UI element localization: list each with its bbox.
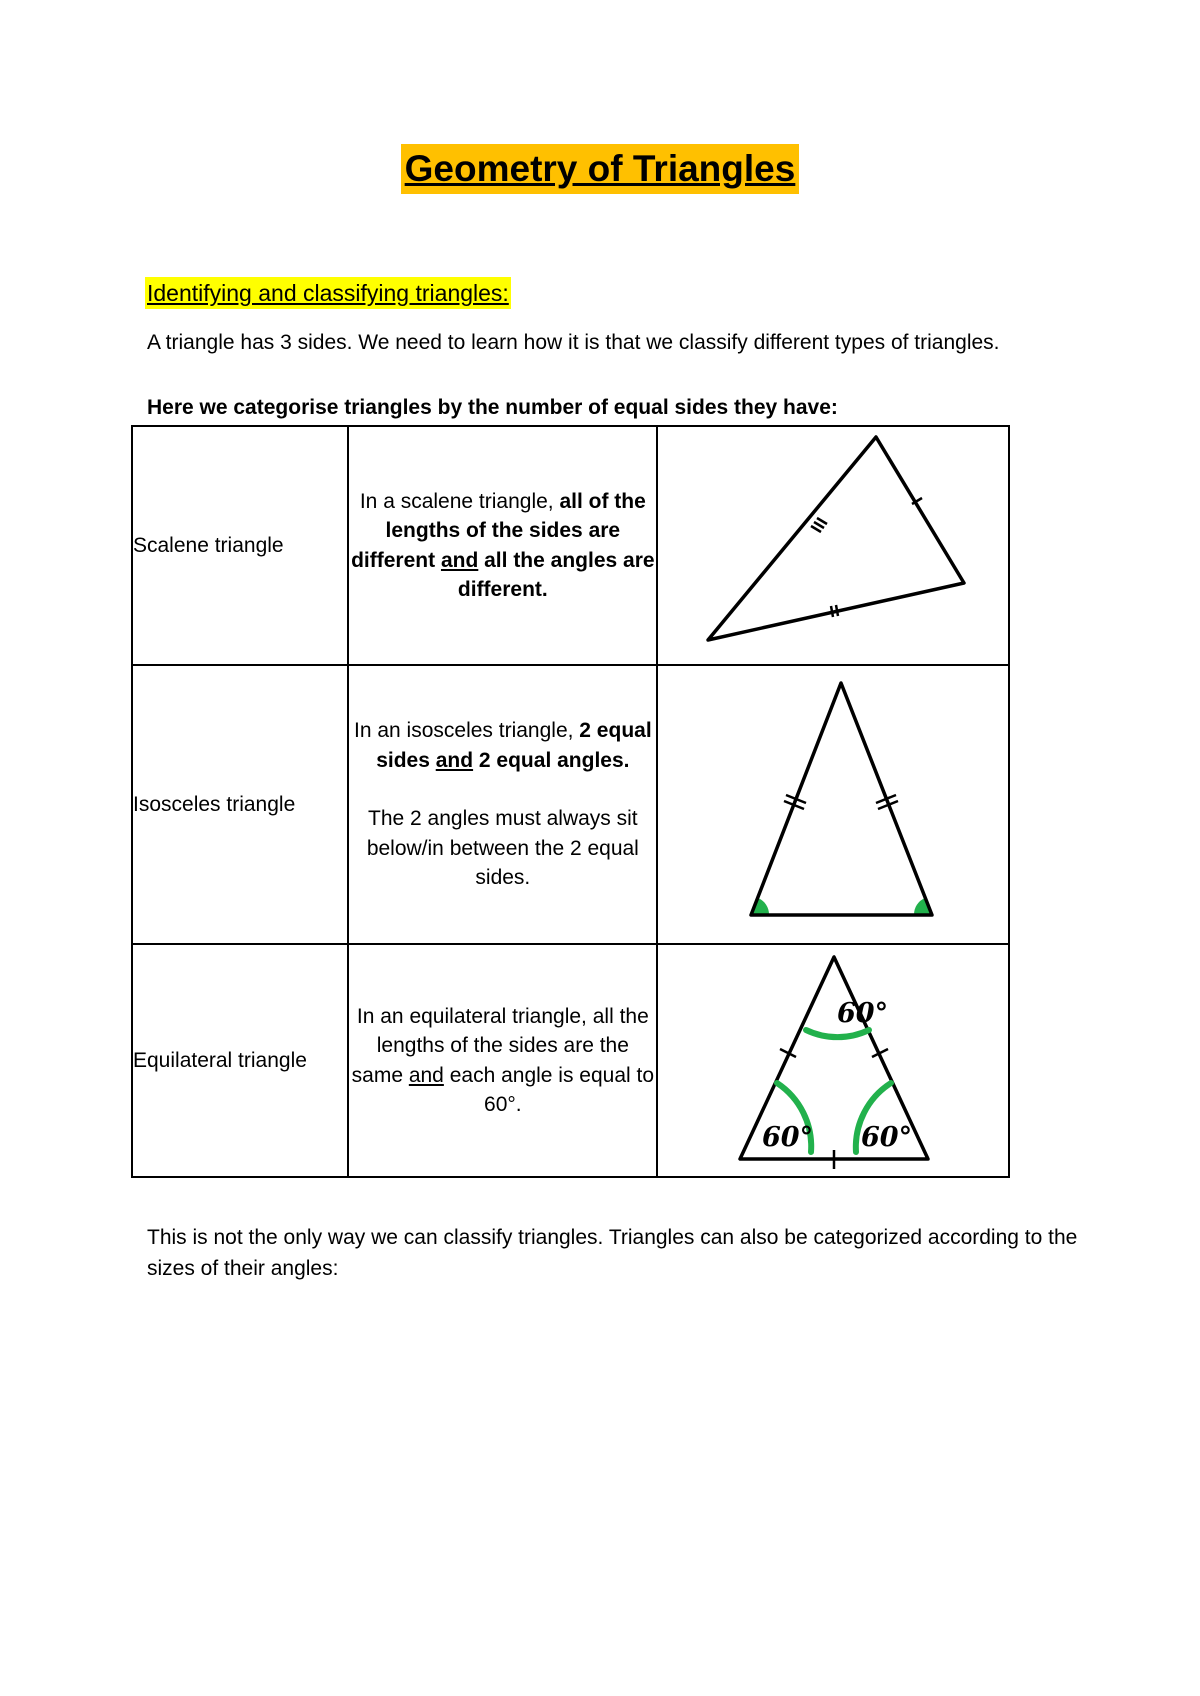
section-subheading: Identifying and classifying triangles: <box>145 277 511 309</box>
scalene-figure-cell <box>657 426 1009 665</box>
scalene-desc-d: all the angles are different. <box>457 548 655 601</box>
isosceles-triangle-figure <box>661 666 1006 938</box>
isosceles-description <box>348 665 657 944</box>
equilateral-figure-cell <box>657 944 1009 1177</box>
scalene-desc-b: all of the lengths of the sides are different <box>351 489 646 572</box>
scalene-description <box>348 426 657 665</box>
isosceles-note: The 2 angles must always sit below/in between the 2 equal sides. <box>366 807 639 890</box>
scalene-triangle-figure <box>661 427 1006 659</box>
right-angle-label: 60° <box>860 1122 912 1153</box>
equilateral-description <box>348 944 657 1177</box>
title-container <box>0 144 1200 194</box>
isosceles-name: Isosceles triangle <box>132 665 348 944</box>
closing-text: This is not the only way we can classify triangles. Triangles can also be categorized according to the sizes of their angles: <box>147 1226 1078 1280</box>
table-row-equilateral <box>132 944 1009 1177</box>
scalene-desc-c: and <box>440 548 479 572</box>
isosceles-desc-c: and <box>435 748 474 772</box>
isosceles-figure-cell <box>657 665 1009 944</box>
isosceles-desc-d: 2 equal angles. <box>473 748 630 772</box>
lead-text: Here we categorise triangles by the number of equal sides they have: <box>147 396 838 419</box>
equilateral-triangle-figure <box>661 945 1006 1171</box>
intro-text: A triangle has 3 sides. We need to learn how it is that we classify different types of triangles. <box>147 331 1000 354</box>
page-title: Geometry of Triangles <box>401 144 800 194</box>
top-angle-label: 60° <box>836 998 888 1029</box>
scalene-desc-a: In a scalene triangle, <box>359 489 560 513</box>
isosceles-desc-a: In an isosceles triangle, <box>354 719 580 743</box>
equilateral-desc-a: In an equilateral triangle, all the lengths of the sides are the same <box>351 1004 649 1087</box>
isosceles-desc-b: 2 equal sides <box>376 719 652 772</box>
equilateral-name: Equilateral triangle <box>132 944 348 1177</box>
triangle-table <box>131 425 1010 1178</box>
isosceles-triangle-shape <box>751 683 932 915</box>
equilateral-desc-c: each angle is equal to 60°. <box>443 1063 655 1116</box>
top-angle-arc <box>806 1030 869 1037</box>
equilateral-desc-b: and <box>408 1063 444 1087</box>
table-row-scalene <box>132 426 1009 665</box>
scalene-tick-marks <box>811 498 922 617</box>
table-row-isosceles <box>132 665 1009 944</box>
description-gap <box>349 775 656 804</box>
left-angle-label: 60° <box>761 1122 813 1153</box>
scalene-name: Scalene triangle <box>132 426 348 665</box>
isosceles-tick-marks <box>784 795 898 809</box>
